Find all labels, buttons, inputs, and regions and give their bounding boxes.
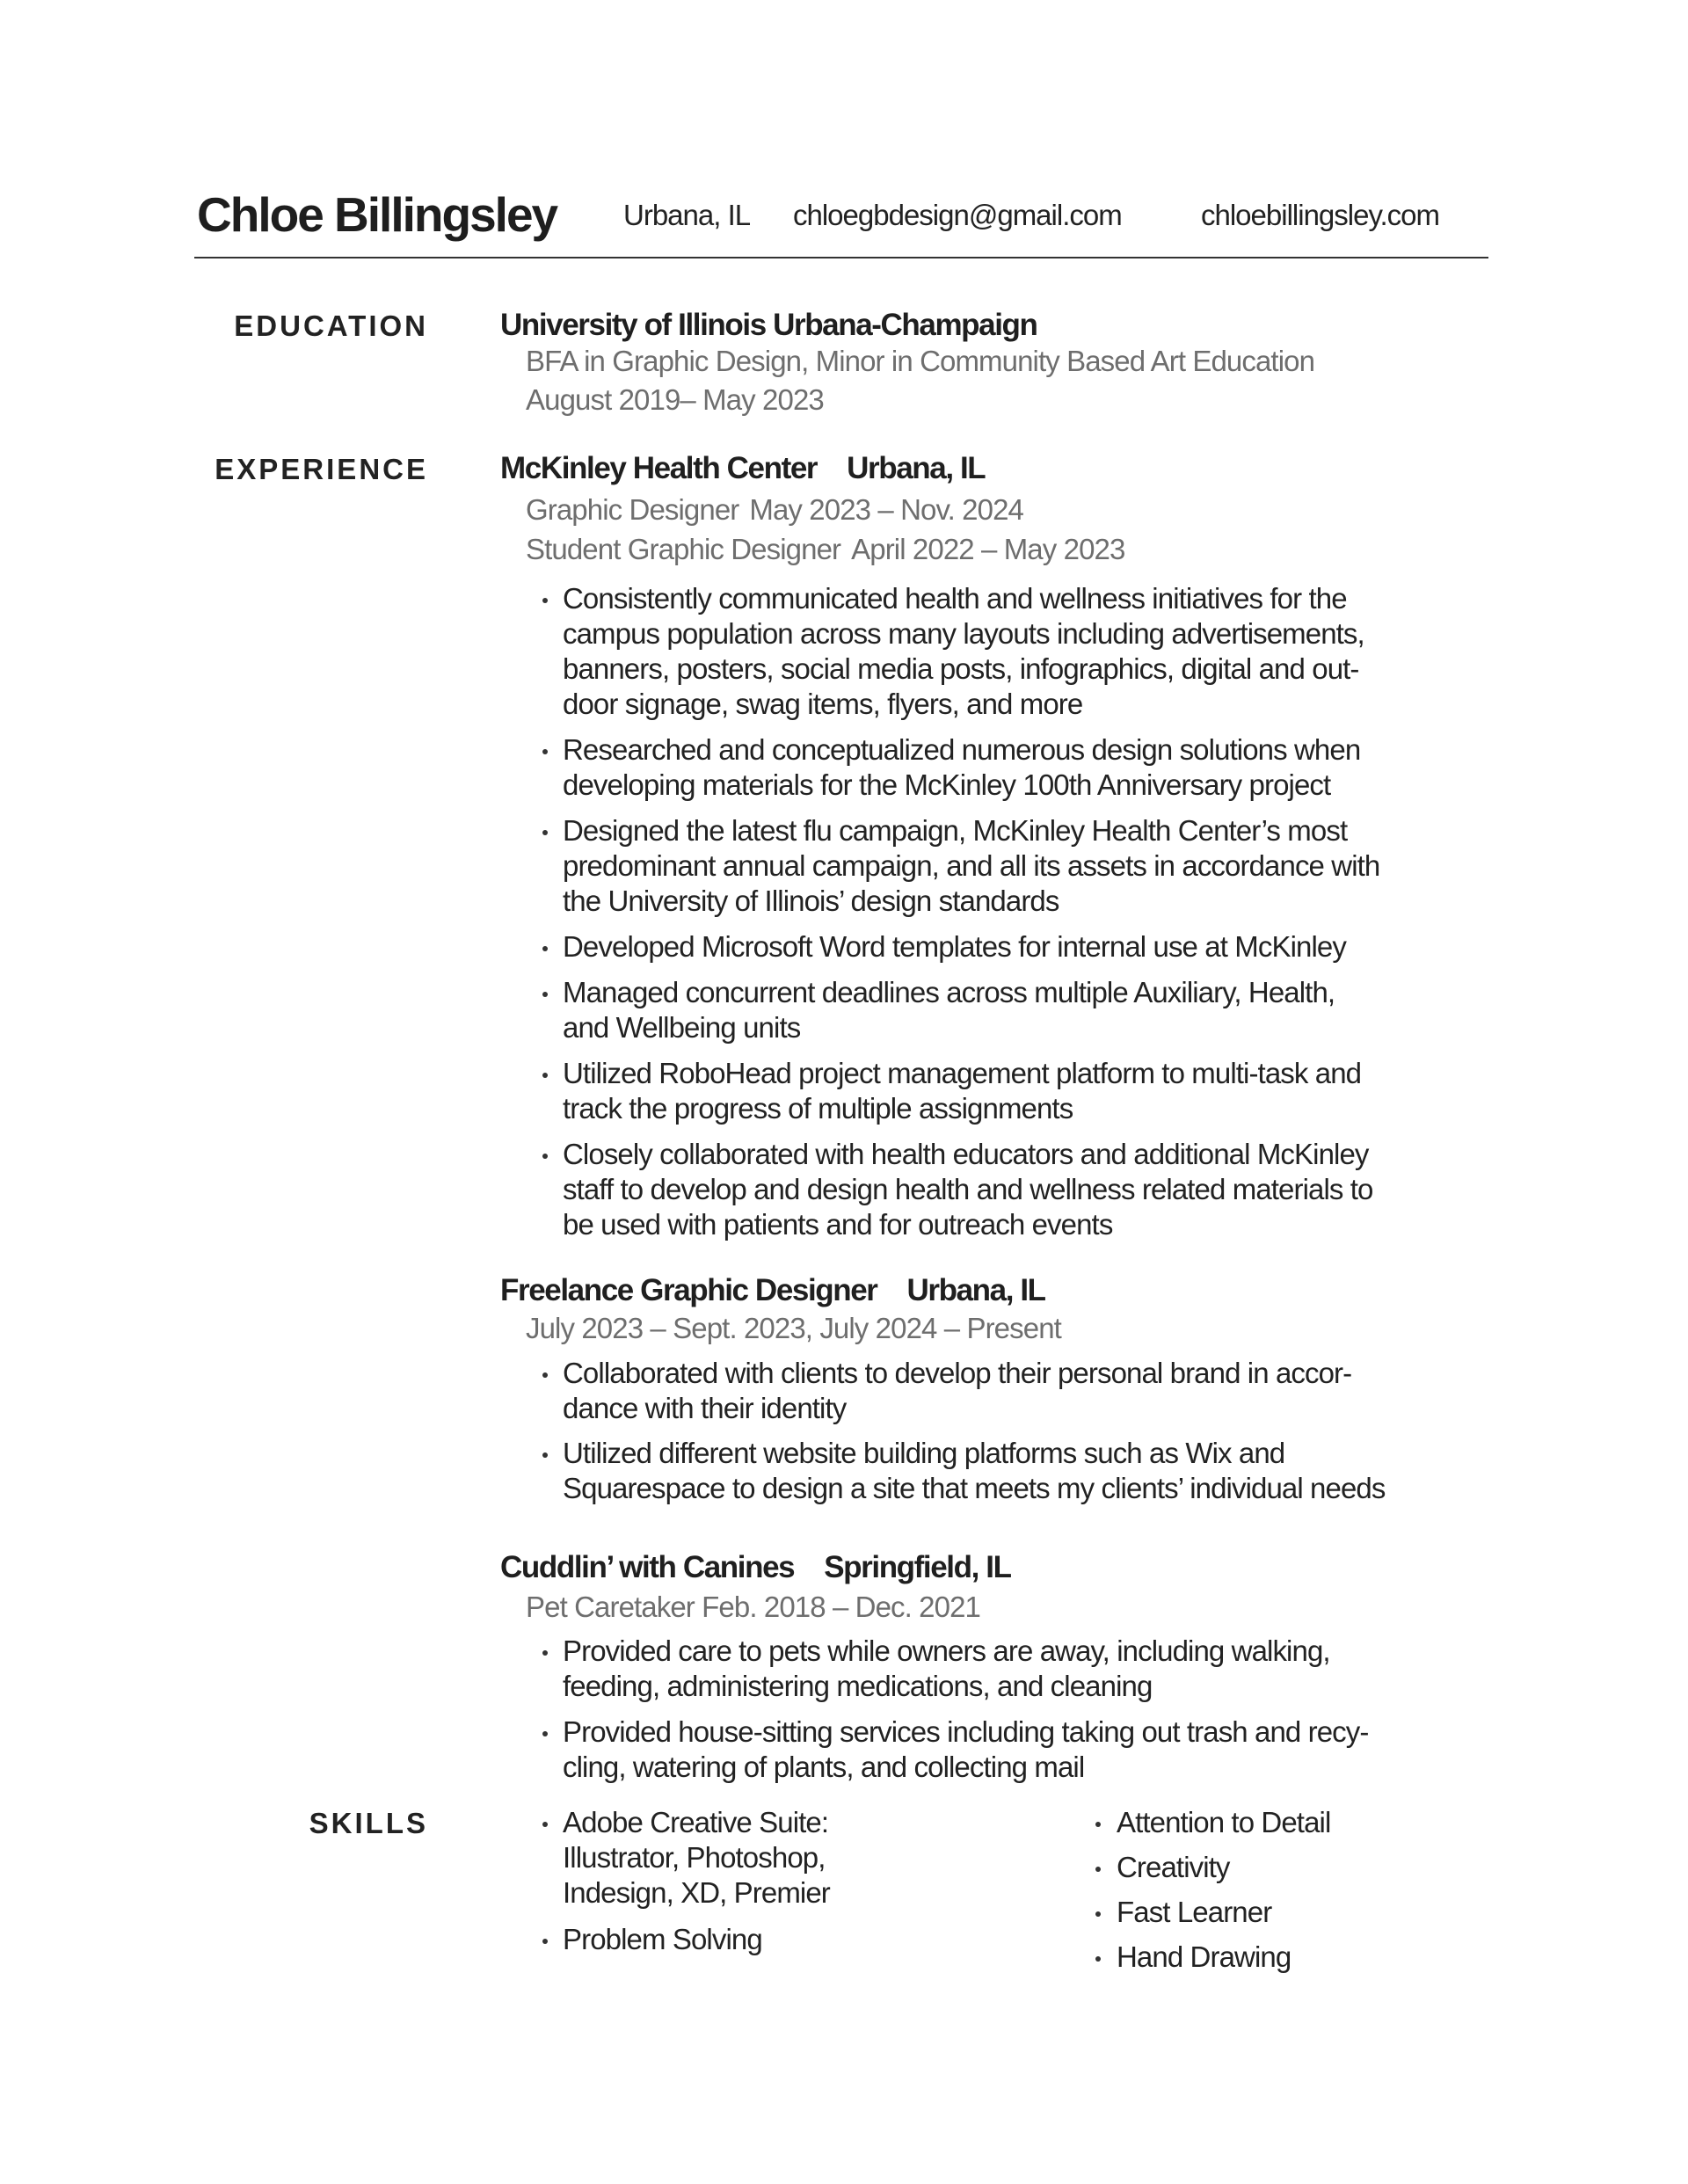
bullet-line: Researched and conceptualized numerous design solutions when <box>563 733 1361 766</box>
bullet-line: Squarespace to design a site that meets my clients’ individual needs <box>563 1472 1386 1504</box>
bullet-line: campus population across many layouts including advertisements, <box>563 617 1364 650</box>
bullet-icon <box>542 1452 548 1458</box>
bullet-icon <box>542 1073 548 1078</box>
job-heading <box>500 451 985 486</box>
section-label-education: EDUCATION <box>234 309 428 342</box>
bullet-line: the University of Illinois’ design standards <box>563 885 1059 917</box>
bullet-line: dance with their identity <box>563 1392 847 1424</box>
job-location: Springfield, IL <box>824 1550 1011 1584</box>
bullet-line: Collaborated with clients to develop their personal brand in accor- <box>563 1357 1352 1389</box>
bullet-line: Hand Drawing <box>1117 1940 1291 1973</box>
job-location: Urbana, IL <box>847 451 986 485</box>
education-school: University of Illinois Urbana-Champaign <box>500 308 1037 342</box>
bullet-line: Designed the latest flu campaign, McKinley Health Center’s most <box>563 814 1348 847</box>
role-dates: April 2022 – May 2023 <box>851 533 1125 565</box>
bullet-line: Managed concurrent deadlines across multiple Auxiliary, Health, <box>563 976 1335 1008</box>
job-dates: Pet Caretaker Feb. 2018 – Dec. 2021 <box>526 1591 980 1623</box>
bullet-icon <box>542 1822 548 1827</box>
job-heading <box>500 1273 1045 1308</box>
role-title: Student Graphic Designer <box>526 533 841 565</box>
job-role <box>526 533 1124 566</box>
bullet-line: Attention to Detail <box>1117 1806 1331 1838</box>
bullet-icon <box>542 1372 548 1378</box>
section-label-experience: EXPERIENCE <box>215 453 428 485</box>
job-org: Cuddlin’ with Canines <box>500 1550 795 1584</box>
bullet-line: be used with patients and for outreach events <box>563 1208 1113 1241</box>
role-dates: May 2023 – Nov. 2024 <box>749 493 1023 526</box>
bullet-line: staff to develop and design health and wellness related materials to <box>563 1173 1373 1205</box>
bullet-line: feeding, administering medications, and cleaning <box>563 1670 1153 1702</box>
bullet-line: developing materials for the McKinley 100th Anniversary project <box>563 768 1331 801</box>
bullet-line: Illustrator, Photoshop, <box>563 1841 826 1874</box>
job-location: Urbana, IL <box>906 1273 1045 1307</box>
bullet-line: Indesign, XD, Premier <box>563 1876 830 1909</box>
bullet-line: Provided house-sitting services including taking out trash and recy- <box>563 1715 1369 1748</box>
contact-email[interactable]: chloegbdesign@gmail.com <box>793 199 1122 231</box>
bullet-icon <box>542 1939 548 1944</box>
education-degree: BFA in Graphic Design, Minor in Community Based Art Education <box>526 345 1315 377</box>
bullet-icon <box>542 749 548 754</box>
bullet-line: Utilized different website building platforms such as Wix and <box>563 1437 1285 1469</box>
bullet-line: Provided care to pets while owners are away, including walking, <box>563 1634 1330 1667</box>
bullet-line: Problem Solving <box>563 1923 762 1955</box>
bullet-line: Developed Microsoft Word templates for internal use at McKinley <box>563 930 1346 963</box>
job-heading <box>500 1550 1011 1585</box>
bullet-line: Fast Learner <box>1117 1896 1272 1928</box>
bullet-line: Utilized RoboHead project management platform to multi-task and <box>563 1057 1362 1089</box>
bullet-icon <box>542 830 548 835</box>
candidate-name: Chloe Billingsley <box>197 187 557 242</box>
bullet-icon <box>542 946 548 951</box>
job-role <box>526 493 1023 527</box>
bullet-line: Consistently communicated health and wellness initiatives for the <box>563 582 1347 615</box>
bullet-line: predominant annual campaign, and all its assets in accordance with <box>563 849 1380 882</box>
bullet-line: Closely collaborated with health educators and additional McKinley <box>563 1138 1369 1170</box>
bullet-line: Adobe Creative Suite: <box>563 1806 829 1838</box>
job-org: Freelance Graphic Designer <box>500 1273 877 1307</box>
contact-location: Urbana, IL <box>623 199 751 231</box>
bullet-line: Creativity <box>1117 1851 1230 1883</box>
bullet-icon <box>542 1731 548 1736</box>
contact-website[interactable]: chloebillingsley.com <box>1201 199 1440 231</box>
role-title: Graphic Designer <box>526 493 739 526</box>
section-label-skills: SKILLS <box>309 1807 428 1839</box>
header-divider <box>194 257 1488 258</box>
bullet-icon <box>1095 1867 1101 1872</box>
bullet-line: track the progress of multiple assignments <box>563 1092 1073 1125</box>
education-dates: August 2019– May 2023 <box>526 383 824 416</box>
job-org: McKinley Health Center <box>500 451 818 485</box>
bullet-icon <box>1095 1911 1101 1917</box>
bullet-icon <box>542 992 548 997</box>
bullet-icon <box>542 598 548 603</box>
bullet-line: cling, watering of plants, and collecting mail <box>563 1751 1085 1783</box>
bullet-line: door signage, swag items, flyers, and more <box>563 688 1083 720</box>
bullet-icon <box>1095 1822 1101 1827</box>
bullet-icon <box>542 1650 548 1656</box>
bullet-line: banners, posters, social media posts, infographics, digital and out- <box>563 652 1359 685</box>
job-dates: July 2023 – Sept. 2023, July 2024 – Present <box>526 1312 1061 1344</box>
bullet-line: and Wellbeing units <box>563 1011 801 1044</box>
bullet-icon <box>1095 1956 1101 1962</box>
bullet-icon <box>542 1154 548 1159</box>
